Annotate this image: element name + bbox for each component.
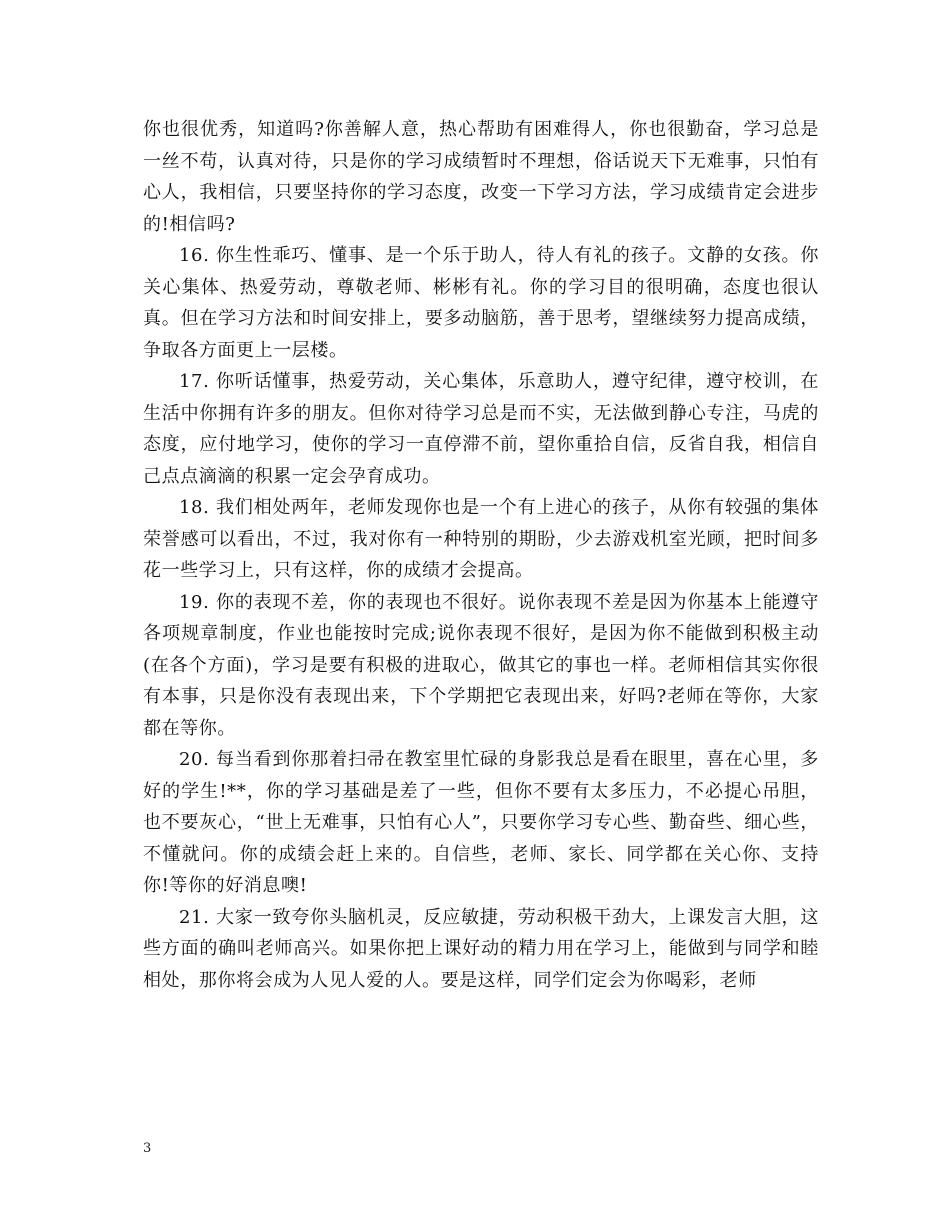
- paragraph-16: 16. 你生性乖巧、懂事、是一个乐于助人，待人有礼的孩子。文静的女孩。你关心集体、热爱劳动，尊敬老师、彬彬有礼。你的学习目的很明确，态度也很认真。但在学习方法和时间安排上，要多动脑筋，善于思考，望继续努力提高成绩，争取各方面更上一层楼。: [143, 245, 819, 361]
- paragraph-20: 20. 每当看到你那着扫帚在教室里忙碌的身影我总是看在眼里，喜在心里，多好的学生!**，你的学习基础是差了一些，但你不要有太多压力，不必提心吊胆，也不要灰心，“世上无难事，只怕有心人”，只要你学习专心些、勤奋些、细心些，不懂就问。你的成绩会赶上来的。自信些，老师、家长、同学都在关心你、支持你!等你的好消息噢!: [143, 749, 819, 896]
- paragraph-continuation: 你也很优秀，知道吗?你善解人意，热心帮助有困难得人，你也很勤奋，学习总是一丝不苟，认真对待，只是你的学习成绩暂时不理想，俗话说天下无难事，只怕有心人，我相信，只要坚持你的学习态度，改变一下学习方法，学习成绩肯定会进步的!相信吗?: [143, 119, 819, 235]
- paragraph-21: 21. 大家一致夸你头脑机灵，反应敏捷，劳动积极干劲大，上课发言大胆，这些方面的确叫老师高兴。如果你把上课好动的精力用在学习上，能做到与同学和睦相处，那你将会成为人见人爱的人。要是这样，同学们定会为你喝彩，老师: [143, 906, 819, 991]
- document-body: [143, 114, 819, 996]
- paragraph-17: 17. 你听话懂事，热爱劳动，关心集体，乐意助人，遵守纪律，遵守校训，在生活中你拥有许多的朋友。但你对待学习总是而不实，无法做到静心专注，马虎的态度，应付地学习，使你的学习一直停滞不前，望你重拾自信，反省自我，相信自己点点滴滴的积累一定会孕育成功。: [143, 371, 819, 487]
- page-number: 3: [143, 1141, 152, 1156]
- paragraph-18: 18. 我们相处两年，老师发现你也是一个有上进心的孩子，从你有较强的集体荣誉感可以看出，不过，我对你有一种特别的期盼，少去游戏机室光顾，把时间多花一些学习上，只有这样，你的成绩才会提高。: [143, 497, 819, 581]
- paragraph-19: 19. 你的表现不差，你的表现也不很好。说你表现不差是因为你基本上能遵守各项规章制度，作业也能按时完成;说你表现不很好，是因为你不能做到积极主动(在各个方面)，学习是要有积极的进取心，做其它的事也一样。老师相信其实你很有本事，只是你没有表现出来，下个学期把它表现出来，好吗?老师在等你，大家都在等你。: [143, 591, 819, 739]
